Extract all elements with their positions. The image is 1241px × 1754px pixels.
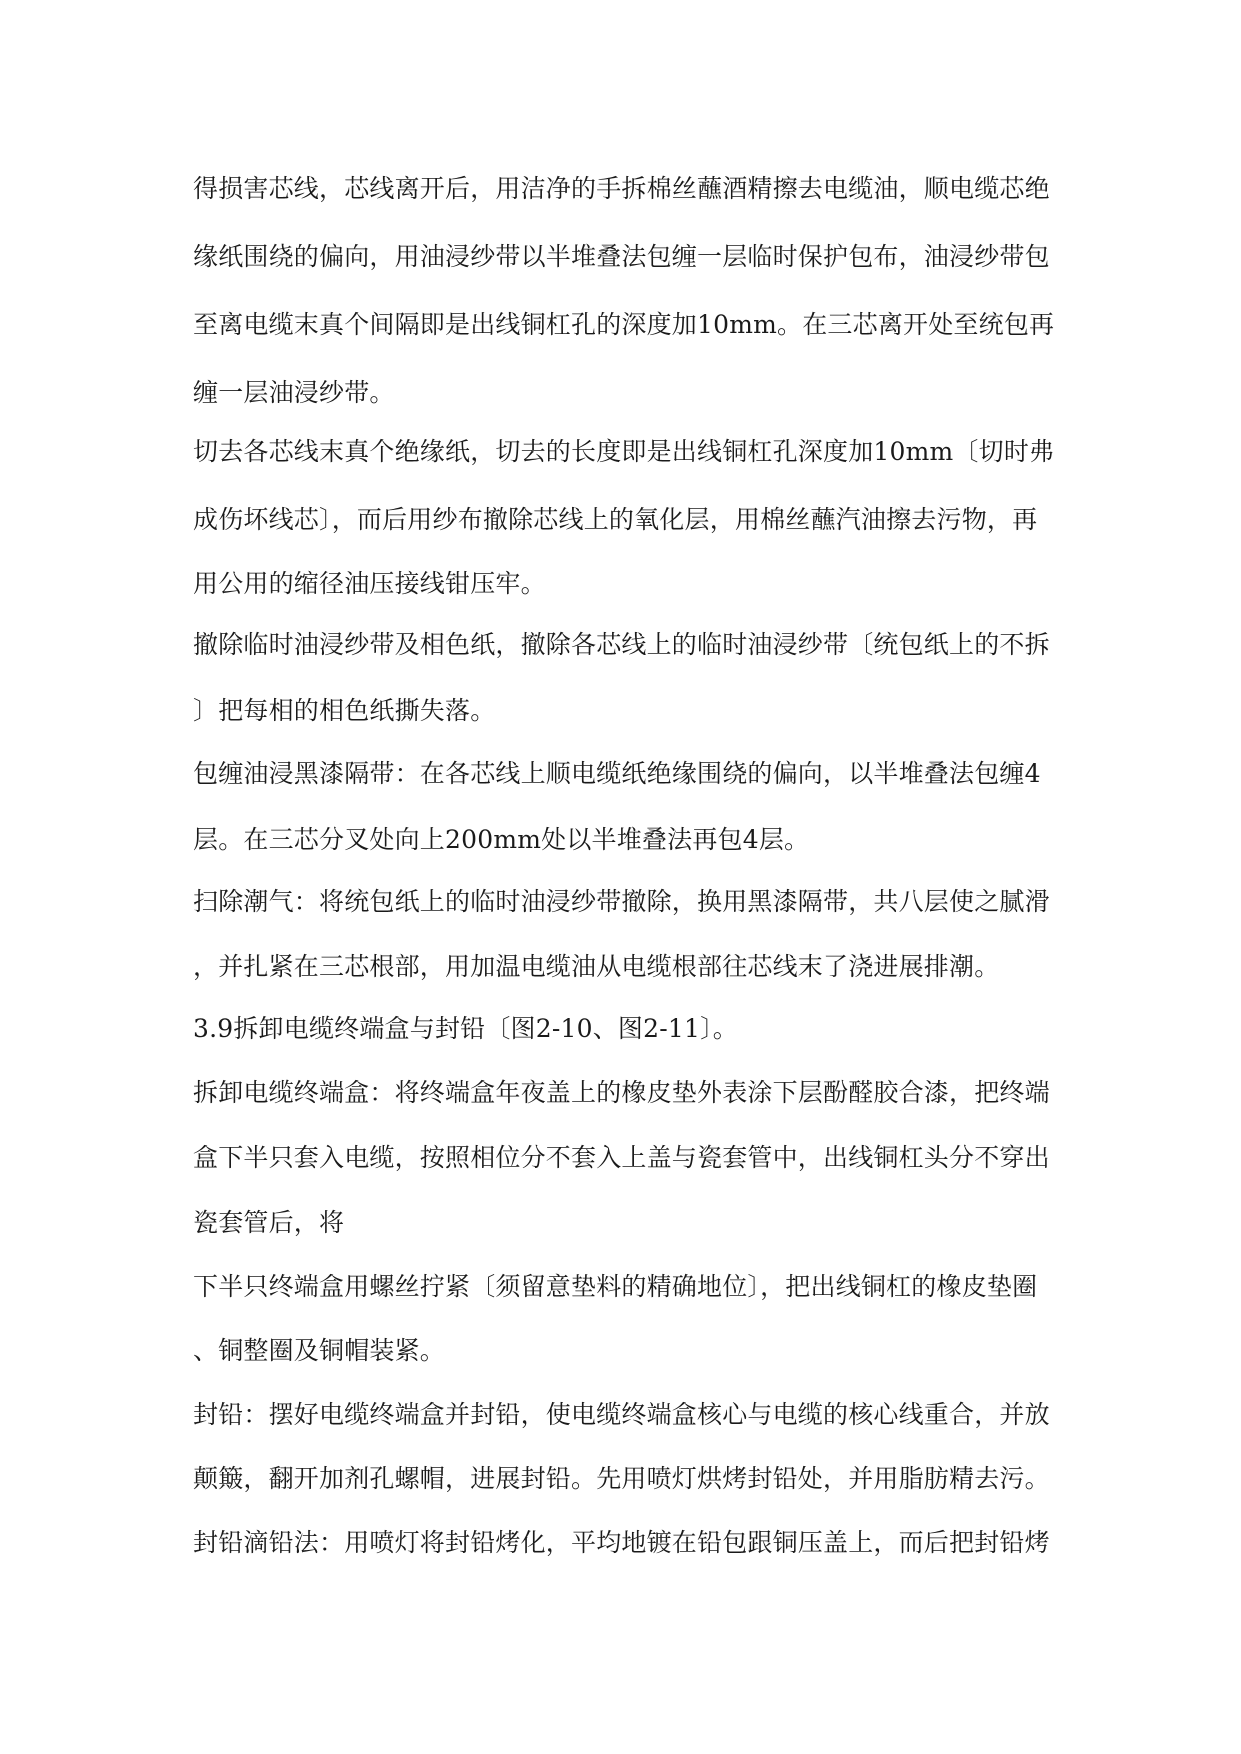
text-line: 盒下半只套入电缆，按照相位分不套入上盖与瓷套管中，出线铜杠头分不穿出 [193, 1143, 1050, 1172]
text-line: 、铜整圈及铜帽装紧。 [193, 1336, 446, 1365]
text-line: ，并扎紧在三芯根部，用加温电缆油从电缆根部往芯线末了浇进展排潮。 [193, 952, 1000, 981]
text-line: 用公用的缩径油压接线钳压牢。 [193, 569, 546, 598]
text-line: 封铅：摆好电缆终端盒并封铅，使电缆终端盒核心与电缆的核心线重合，并放 [193, 1400, 1050, 1429]
text-line: 包缠油浸黑漆隔带：在各芯线上顺电缆纸绝缘围绕的偏向，以半堆叠法包缠4 [193, 759, 1041, 788]
text-line: 瓷套管后，将 [193, 1208, 345, 1237]
text-line: 撤除临时油浸纱带及相色纸，撤除各芯线上的临时油浸纱带〔统包纸上的不拆 [193, 630, 1050, 659]
text-line: 缘纸围绕的偏向，用油浸纱带以半堆叠法包缠一层临时保护包布，油浸纱带包 [193, 242, 1050, 271]
text-line: 切去各芯线末真个绝缘纸，切去的长度即是出线铜杠孔深度加10mm〔切时弗 [193, 437, 1055, 466]
text-line: 缠一层油浸纱带。 [193, 378, 395, 407]
text-line: 扫除潮气：将统包纸上的临时油浸纱带撤除，换用黑漆隔带，共八层使之腻滑 [193, 887, 1050, 916]
text-line: 颠簸，翻开加剂孔螺帽，进展封铅。先用喷灯烘烤封铅处，并用脂肪精去污。 [193, 1464, 1050, 1493]
text-line: 〕把每相的相色纸撕失落。 [193, 696, 496, 725]
text-line: 层。在三芯分叉处向上200mm处以半堆叠法再包4层。 [193, 825, 810, 854]
text-line: 下半只终端盒用螺丝拧紧〔须留意垫料的精确地位〕，把出线铜杠的橡皮垫圈 [193, 1272, 1038, 1301]
text-line: 至离电缆末真个间隔即是出线铜杠孔的深度加10mm。在三芯离开处至统包再 [193, 310, 1055, 339]
text-line: 封铅滴铅法：用喷灯将封铅烤化，平均地镀在铅包跟铜压盖上，而后把封铅烤 [193, 1528, 1050, 1557]
text-line: 成伤坏线芯〕，而后用纱布撤除芯线上的氧化层，用棉丝蘸汽油擦去污物，再 [193, 505, 1038, 534]
text-line: 3.9拆卸电缆终端盒与封铅〔图2-10、图2-11〕。 [193, 1014, 738, 1043]
text-line: 拆卸电缆终端盒：将终端盒年夜盖上的橡皮垫外表涂下层酚醛胶合漆，把终端 [193, 1078, 1050, 1107]
text-line: 得损害芯线，芯线离开后，用洁净的手拆棉丝蘸酒精擦去电缆油，顺电缆芯绝 [193, 174, 1050, 203]
